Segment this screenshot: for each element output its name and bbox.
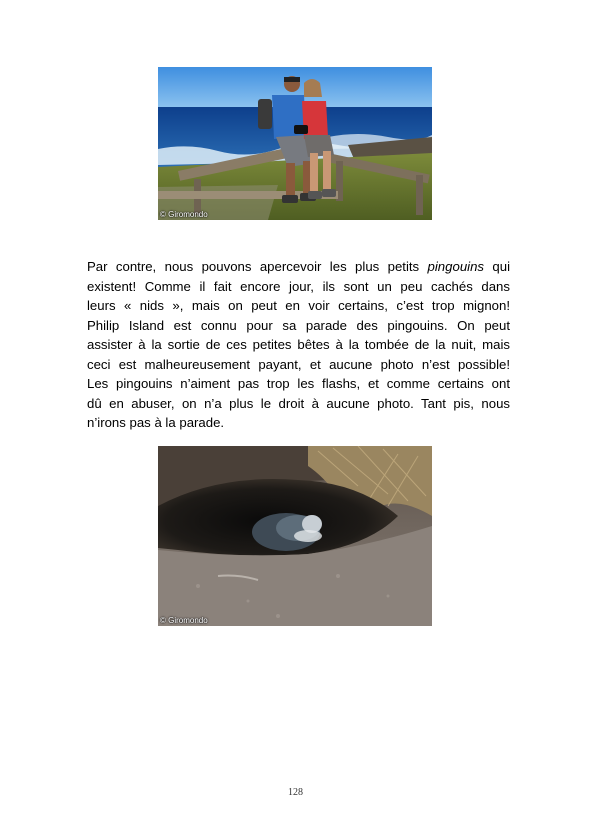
line-text: Par contre, nous pouvons apercevoir les plus petits [87,259,428,274]
coast-couple-image [158,67,432,220]
paragraph-line: n’irons pas à la parade. [87,415,225,430]
paragraph-line: existent! Comme il fait encore jour, ils sont un peu cachés dans [87,278,510,294]
penguin-burrow-image [158,446,432,626]
page-number: 128 [288,787,303,798]
italic-word: pingouins [427,259,485,274]
penguin-burrow-photo [158,446,432,626]
body-paragraph [87,257,510,433]
paragraph-line: Les pingouins n’aiment pas trop les flashs, et comme certains ont [87,376,510,391]
paragraph-line: dû en abuser, on n’a plus le droit à aucune photo. Tant pis, nous [87,395,510,411]
paragraph-line [87,257,510,277]
line-text: qui [484,259,511,274]
photo-credit: © Giromondo [160,210,208,219]
photo-credit: © Giromondo [160,616,208,625]
paragraph-line: Philip Island est connu pour sa parade des pingouins. On peut [87,317,510,333]
paragraph-line: leurs « nids », mais on peut en voir certains, c’est trop mignon! [87,298,510,313]
coast-couple-photo [158,67,432,220]
paragraph-line: assister à la sortie de ces petites bêtes à la tombée de la nuit, mais [87,337,510,352]
paragraph-line: ceci est malheureusement payant, et aucune photo n’est possible! [87,356,510,372]
